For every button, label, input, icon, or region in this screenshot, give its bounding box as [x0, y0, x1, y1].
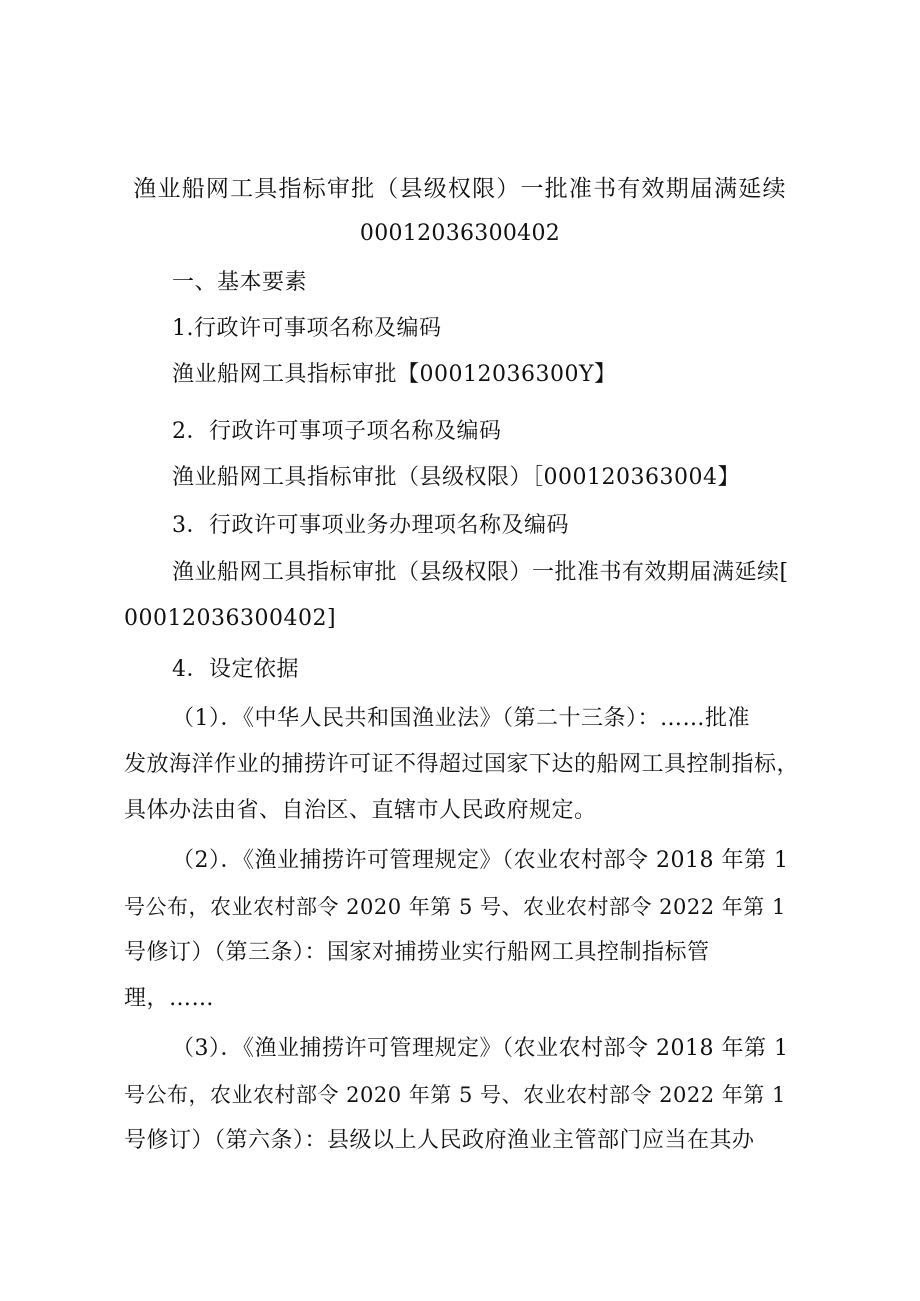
basis1-line2: 发放海洋作业的捕捞许可证不得超过国家下达的船网工具控制指标， — [124, 752, 800, 777]
item1-heading: 1.行政许可事项名称及编码 — [172, 316, 442, 341]
item3-value-line1: 渔业船网工具指标审批（县级权限）一批准书有效期届满延续[ — [172, 560, 789, 585]
basis2-line4: 理，…… — [124, 986, 215, 1011]
basis3-line1: （3）．《渔业捕捞许可管理规定》（农业农村部令 2018 年第 1 — [172, 1036, 789, 1061]
item4-heading: 4．设定依据 — [172, 657, 299, 682]
item3-value-line2: 00012036300402] — [124, 606, 337, 631]
document-title-line1: 渔业船网工具指标审批（县级权限）一批准书有效期届满延续 — [133, 176, 787, 202]
item3-heading: 3．行政许可事项业务办理项名称及编码 — [172, 513, 569, 538]
basis2-line2: 号公布，农业农村部令 2020 年第 5 号、农业农村部令 2022 年第 1 — [124, 895, 786, 919]
basis2-line3: 号修订）（第三条）：国家对捕捞业实行船网工具控制指标管 — [124, 940, 710, 965]
item2-value: 渔业船网工具指标审批（县级权限）［000120363004】 — [172, 465, 740, 490]
basis3-line2: 号公布，农业农村部令 2020 年第 5 号、农业农村部令 2022 年第 1 — [124, 1083, 786, 1107]
item2-heading: 2．行政许可事项子项名称及编码 — [172, 419, 502, 444]
basis3-line3: 号修订）（第六条）：县级以上人民政府渔业主管部门应当在其办 — [124, 1128, 755, 1153]
document-title-code: 00012036300402 — [359, 221, 561, 246]
basis1-line3: 具体办法由省、自治区、直辖市人民政府规定。 — [124, 798, 597, 823]
basis2-line1: （2）．《渔业捕捞许可管理规定》（农业农村部令 2018 年第 1 — [172, 848, 789, 873]
section-heading-basic-elements: 一、基本要素 — [172, 270, 308, 295]
item1-value: 渔业船网工具指标审批【00012036300Y】 — [172, 362, 617, 387]
basis1-line1: （1）．《中华人民共和国渔业法》（第二十三条）：……批准 — [172, 706, 750, 731]
